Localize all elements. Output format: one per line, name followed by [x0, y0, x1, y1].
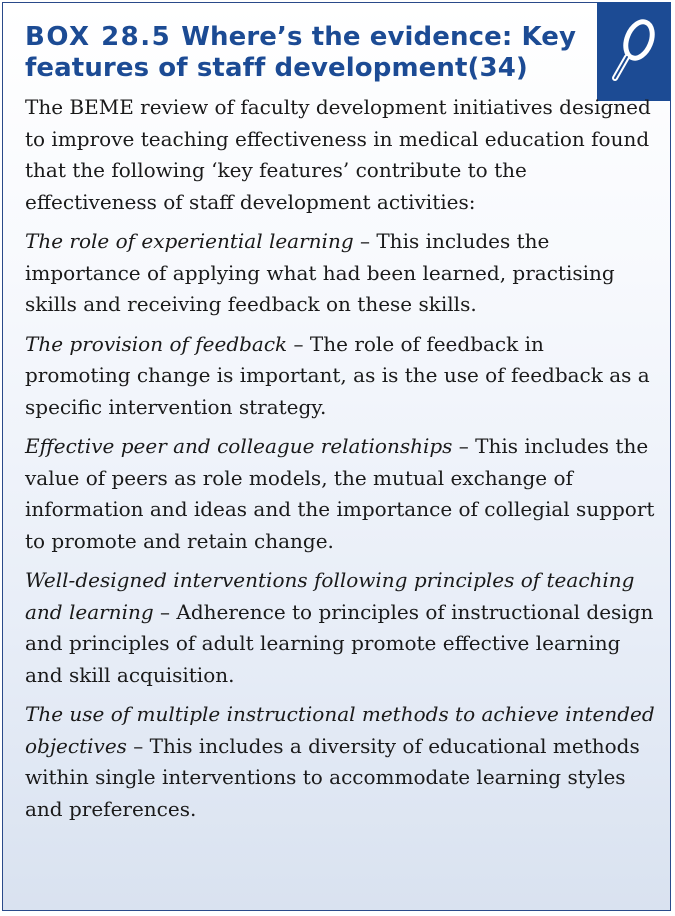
feature-text: This includes the value of peers as role models, the mutual exchange of information and ideas and the importance of collegial support to promote and retain change.: [25, 434, 655, 553]
feature-heading: Effective peer and colleague relationships: [25, 434, 453, 458]
feature-text: This includes a diversity of educational methods within single interventions to accommodate learning styles and preferences.: [25, 733, 640, 821]
feature-heading: The role of experiential learning: [25, 229, 354, 253]
feature-item: The provision of feedback – The role of feedback in promoting change is important, as is the use of feedback as a specific intervention strategy.: [25, 331, 650, 419]
feature-text: This includes the importance of applying what had been learned, practising skills and receiving feedback on these skills.: [25, 229, 615, 316]
box-title: [25, 22, 595, 84]
feature-item: Well-designed interventions following principles of teaching and learning – Adherence to principles of instructional design and principles of adult learning promote effective learning and skill acquisition.: [25, 568, 654, 687]
feature-text: Adherence to principles of instructional design and principles of adult learning promote effective learning and skill acquisition.: [25, 599, 654, 687]
feature-heading: The provision of feedback: [25, 331, 288, 356]
feature-item: The use of multiple instructional methods to achieve intended objectives – This includes a diversity of educational methods within single interventions to accommodate learning styles and preferences.: [25, 702, 655, 821]
magnifying-glass-icon: [605, 16, 663, 88]
feature-heading: The use of multiple instructional methods to achieve intended objectives: [25, 702, 655, 758]
intro-paragraph: The BEME review of faculty development initiatives designed to improve teaching effectiveness in medical education found that the following ‘key features’ contribute to the effectiveness of staff development activities:: [25, 95, 651, 214]
feature-heading: Well-designed interventions following principles of teaching and learning: [25, 568, 635, 624]
box-label: BOX 28.5: [25, 22, 172, 52]
box-content: [25, 92, 655, 833]
feature-text: The role of feedback in promoting change is important, as is the use of feedback as a specific intervention strategy.: [25, 331, 650, 419]
feature-item: The role of experiential learning – This includes the importance of applying what had been learned, practising skills and receiving feedback on these skills.: [25, 229, 615, 316]
icon-tab: [597, 2, 671, 101]
box-heading: Where’s the evidence: Key features of staff development(34): [25, 22, 577, 83]
feature-item: Effective peer and colleague relationships – This includes the value of peers as role models, the mutual exchange of information and ideas and the importance of collegial support to promote and retain change.: [25, 434, 655, 553]
